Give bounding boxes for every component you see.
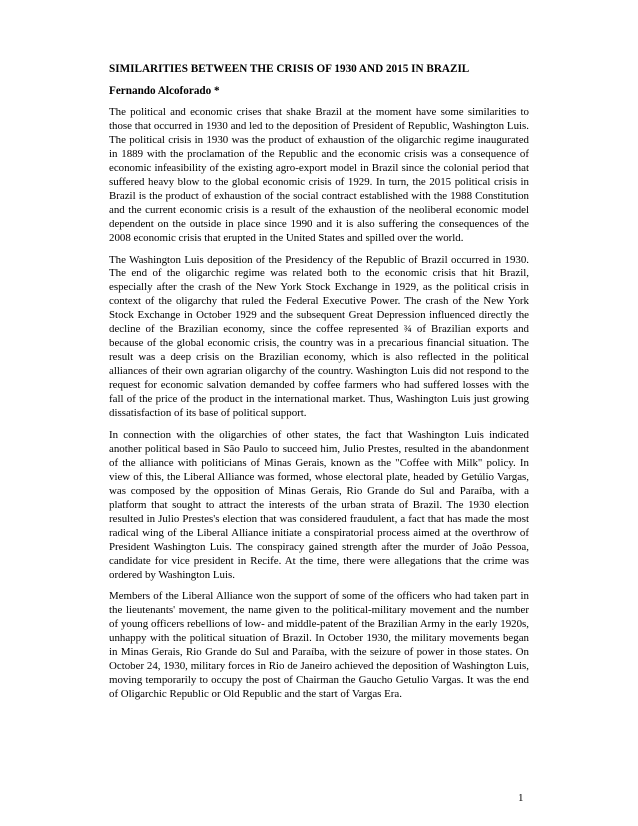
document-author: Fernando Alcoforado * xyxy=(109,85,220,97)
document-page xyxy=(109,62,529,710)
document-title: SIMILARITIES BETWEEN THE CRISIS OF 1930 AND 2015 IN BRAZIL xyxy=(109,63,470,75)
paragraph-1: The political and economic crises that shake Brazil at the moment have some similarities to those that occurred in 1930 and led to the deposition of President of Republic, Washington Luis. The political crisis in 1930 was the product of exhaustion of the oligarchic regime inaugurated in 1889 with the proclamation of the Republic and the economic crisis was a consequence of economic infeasibility of the existing agro-export model in Brazil since the colonial period that suffered heavy blow to the global economic crisis of 1929. In turn, the 2015 political crisis in Brazil is the product of exhaustion of the social contract established with the 1988 Constitution and the current economic crisis is a result of the exhaustion of the neoliberal economic model dependent on the outside in place since 1990 and it is also suffering the consequences of the 2008 economic crisis that erupted in the United States and spilled over the world. xyxy=(109,106,529,244)
page-number: 1 xyxy=(518,792,524,804)
paragraph-3: In connection with the oligarchies of other states, the fact that Washington Luis indicated another political based in São Paulo to succeed him, Julio Prestes, resulted in the abandonment of the alliance with politicians of Minas Gerais, known as the "Coffee with Milk" policy. In view of this, the Liberal Alliance was formed, whose electoral plate, headed by Getúlio Vargas, was composed by the opposition of Minas Gerais, Rio Grande do Sul and Paraíba, with a platform that sought to attract the interests of the urban strata of Brazil. The 1930 election resulted in Julio Prestes's election that was considered fraudulent, a fact that has made the most radical wing of the Liberal Alliance initiate a conspiratorial process aimed at the overthrow of President Washington Luis. The conspiracy gained strength after the murder of João Pessoa, candidate for vice president in Recife. At the time, there were allegations that the crime was ordered by Washington Luis. xyxy=(109,428,529,581)
paragraph-4: Members of the Liberal Alliance won the support of some of the officers who had taken part in the lieutenants' movement, the name given to the political-military movement and the number of young officers rebellions of low- and middle-patent of the Brazilian Army in the early 1920s, unhappy with the political situation of Brazil. In October 1930, the military movements began in Minas Gerais, Rio Grande do Sul and Paraíba, with the seizure of power in those states. On October 24, 1930, military forces in Rio de Janeiro achieved the deposition of Washington Luis, moving temporarily to occupy the post of Chairman the Gaucho Getulio Vargas. It was the end of Oligarchic Republic or Old Republic and the start of Vargas Era. xyxy=(109,590,529,701)
paragraph-2: The Washington Luis deposition of the Presidency of the Republic of Brazil occurred in 1930. The end of the oligarchic regime was related both to the economic crisis that hit Brazil, especially after the crash of the New York Stock Exchange in 1929, as the political crisis in context of the oligarchy that ruled the Federal Executive Power. The crash of the New York Stock Exchange in October 1929 and the subsequent Great Depression influenced directly the decline of the Brazilian economy, since the coffee represented ¾ of Brazilian exports and because of the global economic crisis, the country was in a precarious financial situation. The result was a deep crisis on the Brazilian economy, which is also reflected in the political alliances of their own agrarian oligarchy of the country. Washington Luis did not respond to the request for economic salvation demanded by coffee farmers who had suffered losses with the fall of the price of the product in the international market. Thus, Washington Luis just growing dissatisfaction of its base of political support. xyxy=(109,253,529,420)
